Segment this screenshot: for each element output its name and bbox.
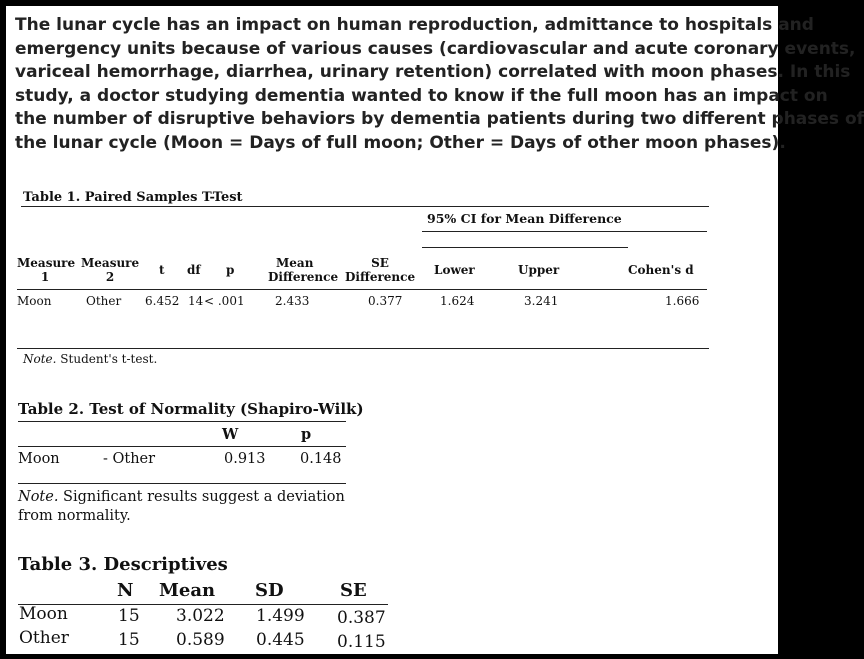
table2-header-p: p <box>301 426 312 443</box>
cell-cohens-d: 1.666 <box>665 294 700 308</box>
table3-header-n: N <box>117 580 134 601</box>
table3-cell-se: 0.387 <box>337 608 386 628</box>
header-lower: Lower <box>434 263 475 277</box>
table1-title: Table 1. Paired Samples T-Test <box>23 190 243 205</box>
table3-cell-sd: 0.445 <box>256 630 305 650</box>
intro-line: The lunar cycle has an impact on human reproduction, admittance to hospitals and <box>15 15 814 35</box>
cell-df: 14 <box>188 294 204 308</box>
table2-bottom-rule <box>18 483 346 484</box>
table1-ci-rule <box>422 231 707 232</box>
intro-line: the number of disruptive behaviors by dementia patients during two different phases of <box>15 109 864 129</box>
table2-note-text: Significant results suggest a deviation <box>63 489 345 505</box>
table2-header-w: W <box>222 426 239 443</box>
table3-title: Table 3. Descriptives <box>18 554 228 575</box>
table3-cell-n: 15 <box>118 606 140 626</box>
table1-top-rule <box>21 206 709 207</box>
cell-t: 6.452 <box>145 294 180 308</box>
header-mean-difference-line2: Difference <box>268 270 339 284</box>
table3-header-mean: Mean <box>159 580 216 601</box>
table2-header-rule <box>18 446 346 447</box>
header-se-difference <box>345 256 415 284</box>
header-measure2-line2: 2 <box>105 270 115 284</box>
table3-cell-n: 15 <box>118 630 140 650</box>
header-measure1-line2: 1 <box>40 270 50 284</box>
table2-cell-measure2: - Other <box>103 451 156 467</box>
header-cohens-d: Cohen's d <box>628 263 694 277</box>
header-measure1 <box>17 256 76 284</box>
intro-line: study, a doctor studying dementia wanted to know if the full moon has an impact on <box>15 85 828 106</box>
table1-note-text: Student's t-test. <box>60 352 158 366</box>
table3-header-rule <box>18 604 388 605</box>
table3-cell-mean: 3.022 <box>176 606 225 626</box>
header-df: df <box>187 263 201 277</box>
header-t: t <box>159 263 165 277</box>
intro-paragraph <box>15 14 864 155</box>
table3-header-sd: SD <box>255 580 284 601</box>
header-se-difference-line2: Difference <box>345 270 416 284</box>
table2-cell-p: 0.148 <box>300 451 342 467</box>
table2-note-line1 <box>18 488 345 507</box>
table2-top-rule <box>18 421 346 422</box>
intro-line: variceal hemorrhage, diarrhea, urinary retention) correlated with moon phases. In this <box>15 62 851 82</box>
table3-cell-sd: 1.499 <box>256 606 305 626</box>
table1-header-rule <box>17 289 707 290</box>
intro-line: the lunar cycle (Moon = Days of full moon; Other = Days of other moon phases). <box>15 132 786 153</box>
table1-note <box>23 352 157 366</box>
table2-note-line2: from normality. <box>18 508 131 524</box>
header-measure2-line1: Measure <box>81 256 140 270</box>
cell-se-difference: 0.377 <box>368 294 403 308</box>
header-mean-difference <box>268 256 338 284</box>
cell-measure2: Other <box>86 294 122 308</box>
table2-title: Table 2. Test of Normality (Shapiro-Wilk) <box>18 400 364 418</box>
cell-lower: 1.624 <box>440 294 475 308</box>
header-se-difference-line1: SE <box>371 256 389 270</box>
table3-cell-se: 0.115 <box>337 632 386 652</box>
header-upper: Upper <box>518 263 560 277</box>
header-measure1-line1: Measure <box>17 256 76 270</box>
table1-ci-header: 95% CI for Mean Difference <box>427 211 622 226</box>
cell-upper: 3.241 <box>524 294 559 308</box>
header-mean-difference-line1: Mean <box>276 256 314 270</box>
cell-mean-difference: 2.433 <box>275 294 310 308</box>
intro-line: emergency units because of various causes (cardiovascular and acute coronary events, <box>15 38 856 59</box>
table3-header-se: SE <box>340 580 367 601</box>
table3-cell-label: Moon <box>19 604 68 624</box>
table2-note <box>18 488 345 526</box>
table2-cell-measure1: Moon <box>18 451 60 467</box>
cell-measure1: Moon <box>17 294 52 308</box>
table2-cell-w: 0.913 <box>224 451 266 467</box>
cell-p: < .001 <box>204 294 245 308</box>
header-p: p <box>226 263 235 277</box>
document-page <box>6 6 864 654</box>
table2-note-label: Note. <box>18 489 59 505</box>
table3-cell-label: Other <box>19 628 69 648</box>
table1-bottom-rule <box>17 348 709 349</box>
table3-cell-mean: 0.589 <box>176 630 225 650</box>
table1-note-label: Note. <box>23 352 57 366</box>
header-measure2 <box>81 256 139 284</box>
table1-ci-underline <box>422 247 628 248</box>
